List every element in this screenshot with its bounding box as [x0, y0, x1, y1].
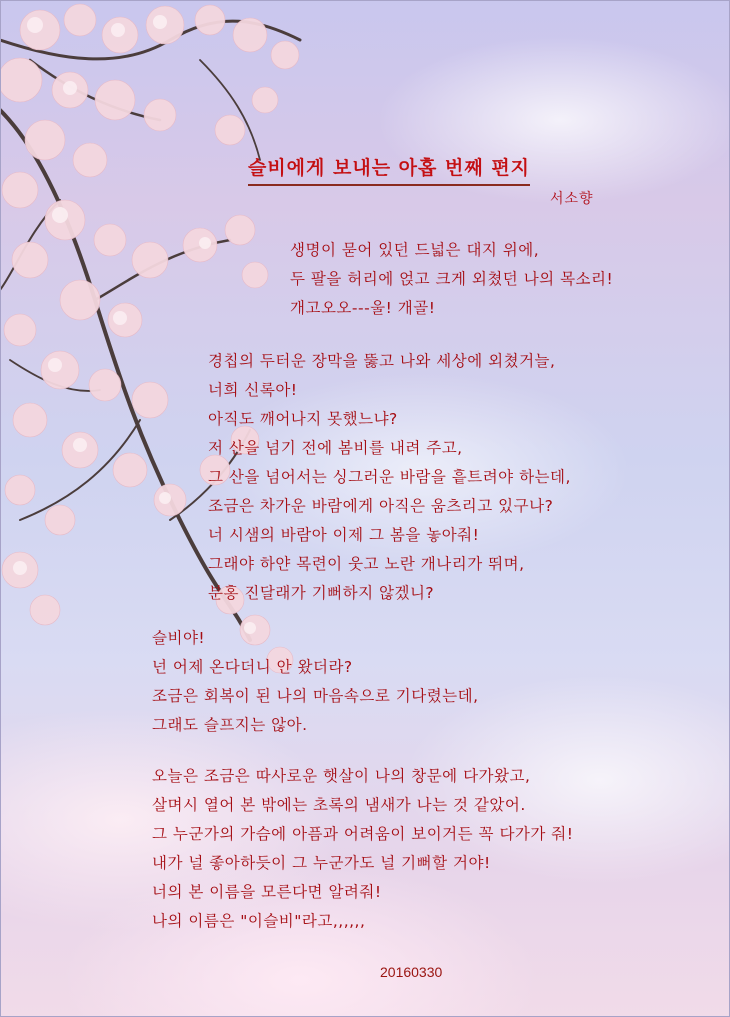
poem-line: 너의 본 이름을 모른다면 알려줘!	[152, 883, 382, 901]
poem-line: 분홍 진달래가 기뻐하지 않겠니?	[208, 584, 435, 602]
poem-stanza	[152, 624, 479, 740]
poem-line: 오늘은 조금은 따사로운 햇살이 나의 창문에 다가왔고,	[152, 767, 531, 785]
poem-line: 내가 널 좋아하듯이 그 누군가도 널 기뻐할 거야!	[152, 854, 491, 872]
poem-line: 슬비야!	[152, 629, 206, 647]
poem-line: 저 산을 넘기 전에 봄비를 내려 주고,	[208, 439, 463, 457]
poem-line: 개고오오---울! 개골!	[290, 299, 436, 317]
poem-line: 그 산을 넘어서는 싱그러운 바람을 흩트려야 하는데,	[208, 468, 571, 486]
poem-stanza	[208, 347, 571, 608]
poem-line: 그 누군가의 가슴에 아픔과 어려움이 보이거든 꼭 다가가 줘!	[152, 825, 574, 843]
poem-line: 넌 어제 온다더니 안 왔더라?	[152, 658, 353, 676]
poem-line: 그래도 슬프지는 않아.	[152, 716, 308, 734]
poem-line: 조금은 회복이 된 나의 마음속으로 기다렸는데,	[152, 687, 479, 705]
poem-date: 20160330	[380, 964, 443, 980]
poem-title-wrapper	[203, 153, 575, 186]
poem-line: 살며시 열어 본 밖에는 초록의 냄새가 나는 것 같았어.	[152, 796, 526, 814]
poem-line: 조금은 차가운 바람에게 아직은 움츠리고 있구나?	[208, 497, 554, 515]
poem-author: 서소향	[550, 191, 594, 207]
poem-line: 그래야 하얀 목련이 웃고 노란 개나리가 뛰며,	[208, 555, 525, 573]
poem-line: 경칩의 두터운 장막을 뚫고 나와 세상에 외쳤거늘,	[208, 352, 556, 370]
poem-line: 나의 이름은 "이슬비"라고,,,,,,	[152, 912, 366, 930]
poem-line: 너희 신록아!	[208, 381, 298, 399]
poem-stanza	[290, 236, 613, 323]
poem-line: 생명이 묻어 있던 드넓은 대지 위에,	[290, 241, 540, 259]
poem-line: 두 팔을 허리에 얹고 크게 외쳤던 나의 목소리!	[290, 270, 614, 288]
poem-line: 너 시샘의 바람아 이제 그 봄을 놓아줘!	[208, 526, 480, 544]
poem-title: 슬비에게 보내는 아홉 번째 편지	[248, 153, 530, 186]
poem-line: 아직도 깨어나지 못했느냐?	[208, 410, 398, 428]
poem-stanza	[152, 762, 573, 936]
